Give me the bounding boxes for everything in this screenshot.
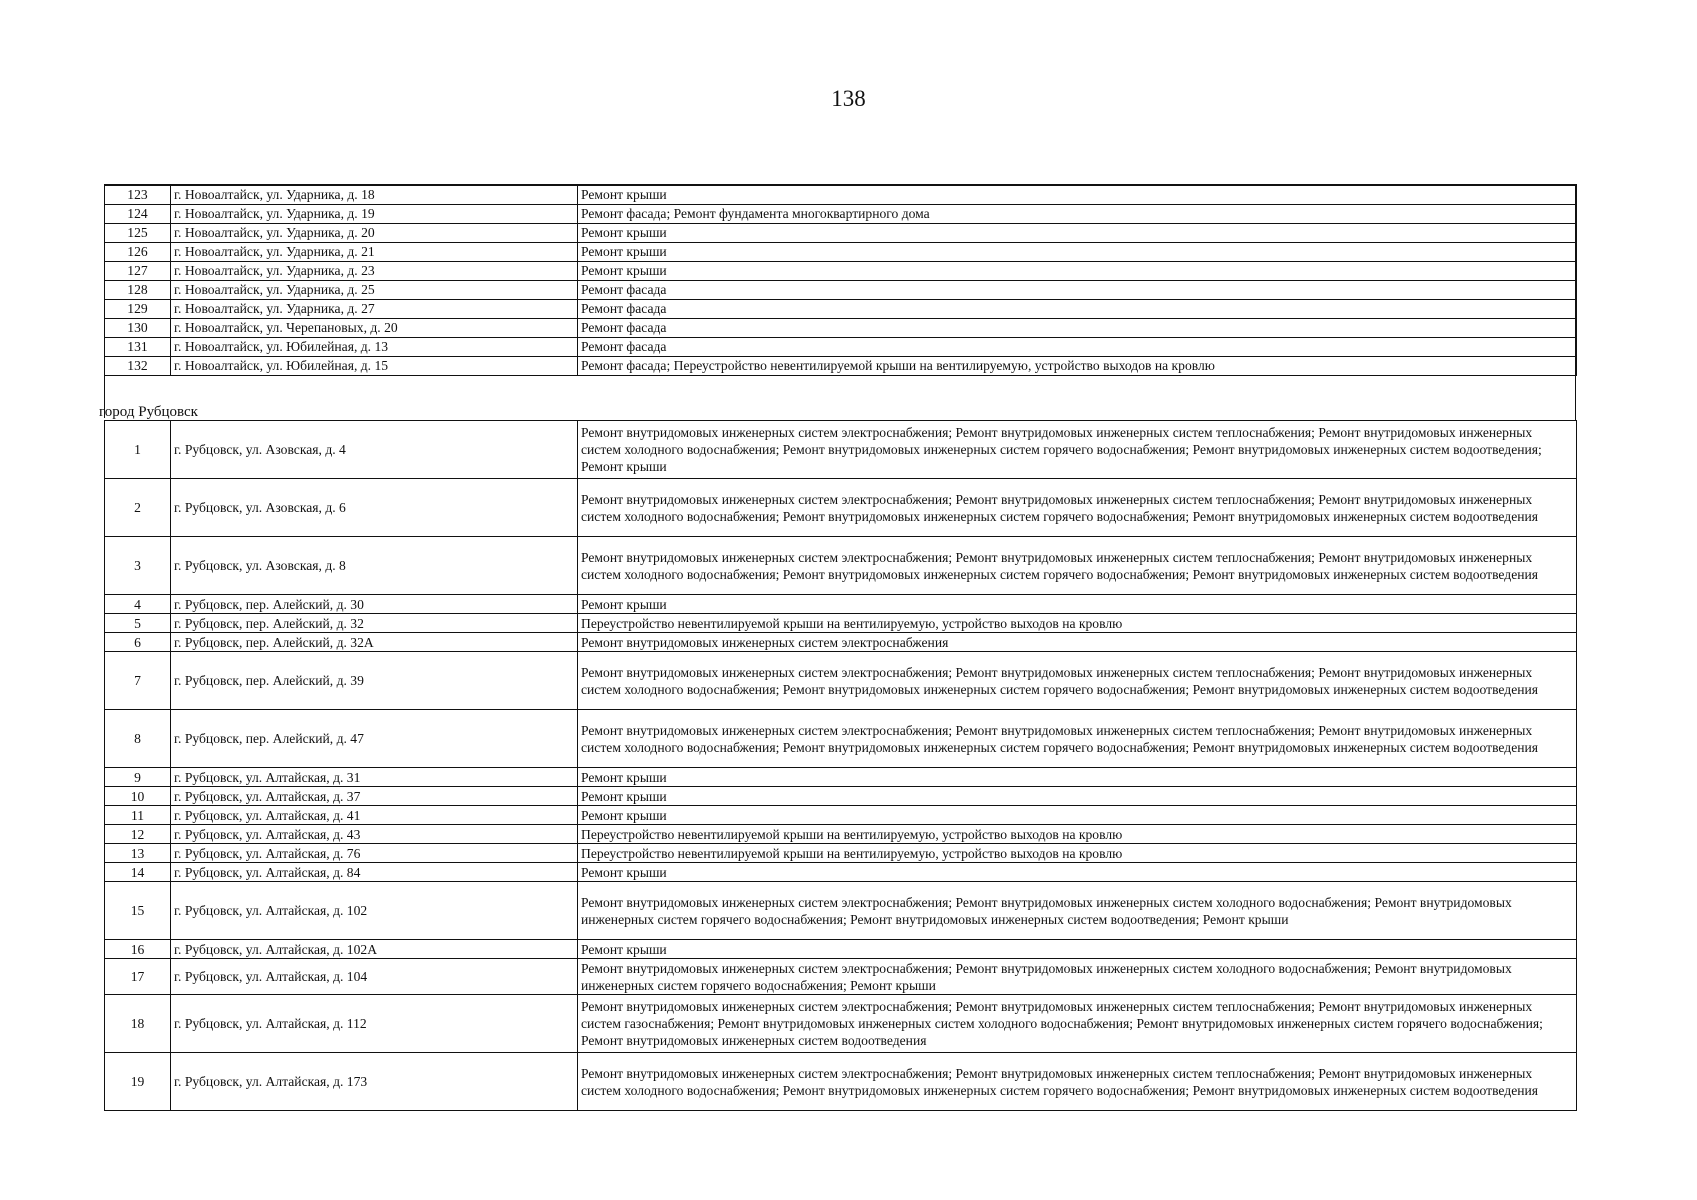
- row-address: г. Рубцовск, ул. Алтайская, д. 102: [171, 882, 578, 940]
- table-row: [105, 185, 1577, 204]
- table-row: [105, 614, 1577, 633]
- row-address: г. Рубцовск, ул. Азовская, д. 8: [171, 537, 578, 595]
- table-row: [105, 421, 1577, 479]
- row-work: Ремонт фасада; Переустройство невентилируемой крыши на вентилируемую, устройство выходов на кровлю: [578, 356, 1577, 375]
- table-row: [105, 318, 1577, 337]
- row-address: г. Рубцовск, ул. Алтайская, д. 84: [171, 863, 578, 882]
- row-address: г. Новоалтайск, ул. Ударника, д. 21: [171, 242, 578, 261]
- row-work: Ремонт крыши: [578, 261, 1577, 280]
- row-number: 3: [105, 537, 171, 595]
- row-work: Ремонт фасада: [578, 280, 1577, 299]
- table-row: [105, 1053, 1577, 1111]
- row-number: 18: [105, 995, 171, 1053]
- row-number: 124: [105, 204, 171, 223]
- table-row: [105, 863, 1577, 882]
- row-number: 130: [105, 318, 171, 337]
- row-address: г. Рубцовск, ул. Алтайская, д. 76: [171, 844, 578, 863]
- row-number: 12: [105, 825, 171, 844]
- row-number: 17: [105, 959, 171, 995]
- page-number: 138: [831, 86, 866, 111]
- row-address: г. Новоалтайск, ул. Юбилейная, д. 13: [171, 337, 578, 356]
- row-address: г. Рубцовск, пер. Алейский, д. 39: [171, 652, 578, 710]
- row-address: г. Рубцовск, ул. Алтайская, д. 31: [171, 768, 578, 787]
- row-work: Переустройство невентилируемой крыши на вентилируемую, устройство выходов на кровлю: [578, 844, 1577, 863]
- row-number: 128: [105, 280, 171, 299]
- table-row: [105, 882, 1577, 940]
- works-table-body: [105, 185, 1577, 375]
- row-address: г. Рубцовск, ул. Алтайская, д. 37: [171, 787, 578, 806]
- row-work: Ремонт крыши: [578, 223, 1577, 242]
- row-number: 132: [105, 356, 171, 375]
- row-address: г. Новоалтайск, ул. Ударника, д. 23: [171, 261, 578, 280]
- table-row: [105, 825, 1577, 844]
- table-row: [105, 479, 1577, 537]
- row-work: Ремонт крыши: [578, 787, 1577, 806]
- row-work: Ремонт внутридомовых инженерных систем электроснабжения; Ремонт внутридомовых инженерных систем теплоснабжения; Ремонт внутридомовых инженерных систем холодного водоснабжения; Ремонт внутридомовых инженерных систем горячего водоснабжения; Ремонт внутридомовых инженерных систем водоотведения: [578, 537, 1577, 595]
- row-number: 126: [105, 242, 171, 261]
- table-row: [105, 337, 1577, 356]
- row-number: 14: [105, 863, 171, 882]
- row-work: Ремонт крыши: [578, 768, 1577, 787]
- row-number: 5: [105, 614, 171, 633]
- row-address: г. Рубцовск, пер. Алейский, д. 32А: [171, 633, 578, 652]
- table-row: [105, 356, 1577, 375]
- row-work: Ремонт крыши: [578, 806, 1577, 825]
- table-row: [105, 633, 1577, 652]
- row-work: Ремонт внутридомовых инженерных систем электроснабжения; Ремонт внутридомовых инженерных систем холодного водоснабжения; Ремонт внутридомовых инженерных систем горячего водоснабжения; Ремонт внутридомовых инженерных систем водоотведения; Ремонт крыши: [578, 882, 1577, 940]
- row-work: Ремонт внутридомовых инженерных систем электроснабжения; Ремонт внутридомовых инженерных систем холодного водоснабжения; Ремонт внутридомовых инженерных систем горячего водоснабжения; Ремонт крыши: [578, 959, 1577, 995]
- row-number: 131: [105, 337, 171, 356]
- row-number: 11: [105, 806, 171, 825]
- table-row: [105, 844, 1577, 863]
- row-work: Переустройство невентилируемой крыши на вентилируемую, устройство выходов на кровлю: [578, 614, 1577, 633]
- table-row: [105, 787, 1577, 806]
- row-number: 19: [105, 1053, 171, 1111]
- row-address: г. Рубцовск, ул. Алтайская, д. 43: [171, 825, 578, 844]
- row-work: Ремонт внутридомовых инженерных систем электроснабжения; Ремонт внутридомовых инженерных систем теплоснабжения; Ремонт внутридомовых инженерных систем холодного водоснабжения; Ремонт внутридомовых инженерных систем горячего водоснабжения; Ремонт внутридомовых инженерных систем водоотведения; Ремонт крыши: [578, 421, 1577, 479]
- row-work: Ремонт крыши: [578, 863, 1577, 882]
- row-address: г. Рубцовск, ул. Алтайская, д. 41: [171, 806, 578, 825]
- table-row: [105, 204, 1577, 223]
- table-row: [105, 223, 1577, 242]
- row-work: Ремонт внутридомовых инженерных систем электроснабжения; Ремонт внутридомовых инженерных систем теплоснабжения; Ремонт внутридомовых инженерных систем холодного водоснабжения; Ремонт внутридомовых инженерных систем горячего водоснабжения; Ремонт внутридомовых инженерных систем водоотведения: [578, 479, 1577, 537]
- row-address: г. Рубцовск, ул. Алтайская, д. 104: [171, 959, 578, 995]
- works-table-rubtsovsk: [104, 420, 1577, 1111]
- row-address: г. Новоалтайск, ул. Черепановых, д. 20: [171, 318, 578, 337]
- row-work: Ремонт фасада; Ремонт фундамента многоквартирного дома: [578, 204, 1577, 223]
- table-row: [105, 768, 1577, 787]
- table-row: [105, 710, 1577, 768]
- row-address: г. Рубцовск, ул. Алтайская, д. 173: [171, 1053, 578, 1111]
- row-address: г. Рубцовск, ул. Азовская, д. 4: [171, 421, 578, 479]
- row-work: Переустройство невентилируемой крыши на вентилируемую, устройство выходов на кровлю: [578, 825, 1577, 844]
- row-address: г. Новоалтайск, ул. Ударника, д. 19: [171, 204, 578, 223]
- row-number: 10: [105, 787, 171, 806]
- row-number: 123: [105, 185, 171, 204]
- table-row: [105, 242, 1577, 261]
- table-row: [105, 940, 1577, 959]
- row-work: Ремонт крыши: [578, 185, 1577, 204]
- row-address: г. Рубцовск, ул. Алтайская, д. 112: [171, 995, 578, 1053]
- row-address: г. Рубцовск, ул. Азовская, д. 6: [171, 479, 578, 537]
- works-table-body: [105, 421, 1577, 1111]
- row-work: Ремонт внутридомовых инженерных систем электроснабжения: [578, 633, 1577, 652]
- row-number: 7: [105, 652, 171, 710]
- row-work: Ремонт крыши: [578, 940, 1577, 959]
- row-address: г. Новоалтайск, ул. Юбилейная, д. 15: [171, 356, 578, 375]
- table-row: [105, 299, 1577, 318]
- row-number: 125: [105, 223, 171, 242]
- row-work: Ремонт внутридомовых инженерных систем электроснабжения; Ремонт внутридомовых инженерных систем теплоснабжения; Ремонт внутридомовых инженерных систем холодного водоснабжения; Ремонт внутридомовых инженерных систем горячего водоснабжения; Ремонт внутридомовых инженерных систем водоотведения: [578, 710, 1577, 768]
- row-number: 9: [105, 768, 171, 787]
- row-address: г. Рубцовск, пер. Алейский, д. 30: [171, 595, 578, 614]
- row-number: 16: [105, 940, 171, 959]
- row-address: г. Рубцовск, пер. Алейский, д. 32: [171, 614, 578, 633]
- row-number: 6: [105, 633, 171, 652]
- row-number: 2: [105, 479, 171, 537]
- table-row: [105, 806, 1577, 825]
- table-row: [105, 652, 1577, 710]
- row-number: 4: [105, 595, 171, 614]
- row-address: г. Новоалтайск, ул. Ударника, д. 20: [171, 223, 578, 242]
- row-address: г. Рубцовск, пер. Алейский, д. 47: [171, 710, 578, 768]
- row-number: 127: [105, 261, 171, 280]
- table-row: [105, 261, 1577, 280]
- row-work: Ремонт фасада: [578, 299, 1577, 318]
- table-row: [105, 995, 1577, 1053]
- row-address: г. Рубцовск, ул. Алтайская, д. 102А: [171, 940, 578, 959]
- row-number: 13: [105, 844, 171, 863]
- works-table-novoaltaysk: [104, 184, 1577, 376]
- row-work: Ремонт крыши: [578, 242, 1577, 261]
- row-work: Ремонт крыши: [578, 595, 1577, 614]
- table-row: [105, 280, 1577, 299]
- row-work: Ремонт внутридомовых инженерных систем электроснабжения; Ремонт внутридомовых инженерных систем теплоснабжения; Ремонт внутридомовых инженерных систем холодного водоснабжения; Ремонт внутридомовых инженерных систем горячего водоснабжения; Ремонт внутридомовых инженерных систем водоотведения: [578, 1053, 1577, 1111]
- row-work: Ремонт фасада: [578, 318, 1577, 337]
- section-title: город Рубцовск: [99, 404, 198, 420]
- row-address: г. Новоалтайск, ул. Ударника, д. 25: [171, 280, 578, 299]
- row-work: Ремонт внутридомовых инженерных систем электроснабжения; Ремонт внутридомовых инженерных систем теплоснабжения; Ремонт внутридомовых инженерных систем газоснабжения; Ремонт внутридомовых инженерных систем холодного водоснабжения; Ремонт внутридомовых инженерных систем горячего водоснабжения; Ремонт внутридомовых инженерных систем водоотведения: [578, 995, 1577, 1053]
- table-row: [105, 537, 1577, 595]
- table-row: [105, 959, 1577, 995]
- row-work: Ремонт внутридомовых инженерных систем электроснабжения; Ремонт внутридомовых инженерных систем теплоснабжения; Ремонт внутридомовых инженерных систем холодного водоснабжения; Ремонт внутридомовых инженерных систем горячего водоснабжения; Ремонт внутридомовых инженерных систем водоотведения: [578, 652, 1577, 710]
- row-number: 8: [105, 710, 171, 768]
- row-number: 1: [105, 421, 171, 479]
- row-number: 15: [105, 882, 171, 940]
- row-address: г. Новоалтайск, ул. Ударника, д. 27: [171, 299, 578, 318]
- table-row: [105, 595, 1577, 614]
- row-address: г. Новоалтайск, ул. Ударника, д. 18: [171, 185, 578, 204]
- row-number: 129: [105, 299, 171, 318]
- row-work: Ремонт фасада: [578, 337, 1577, 356]
